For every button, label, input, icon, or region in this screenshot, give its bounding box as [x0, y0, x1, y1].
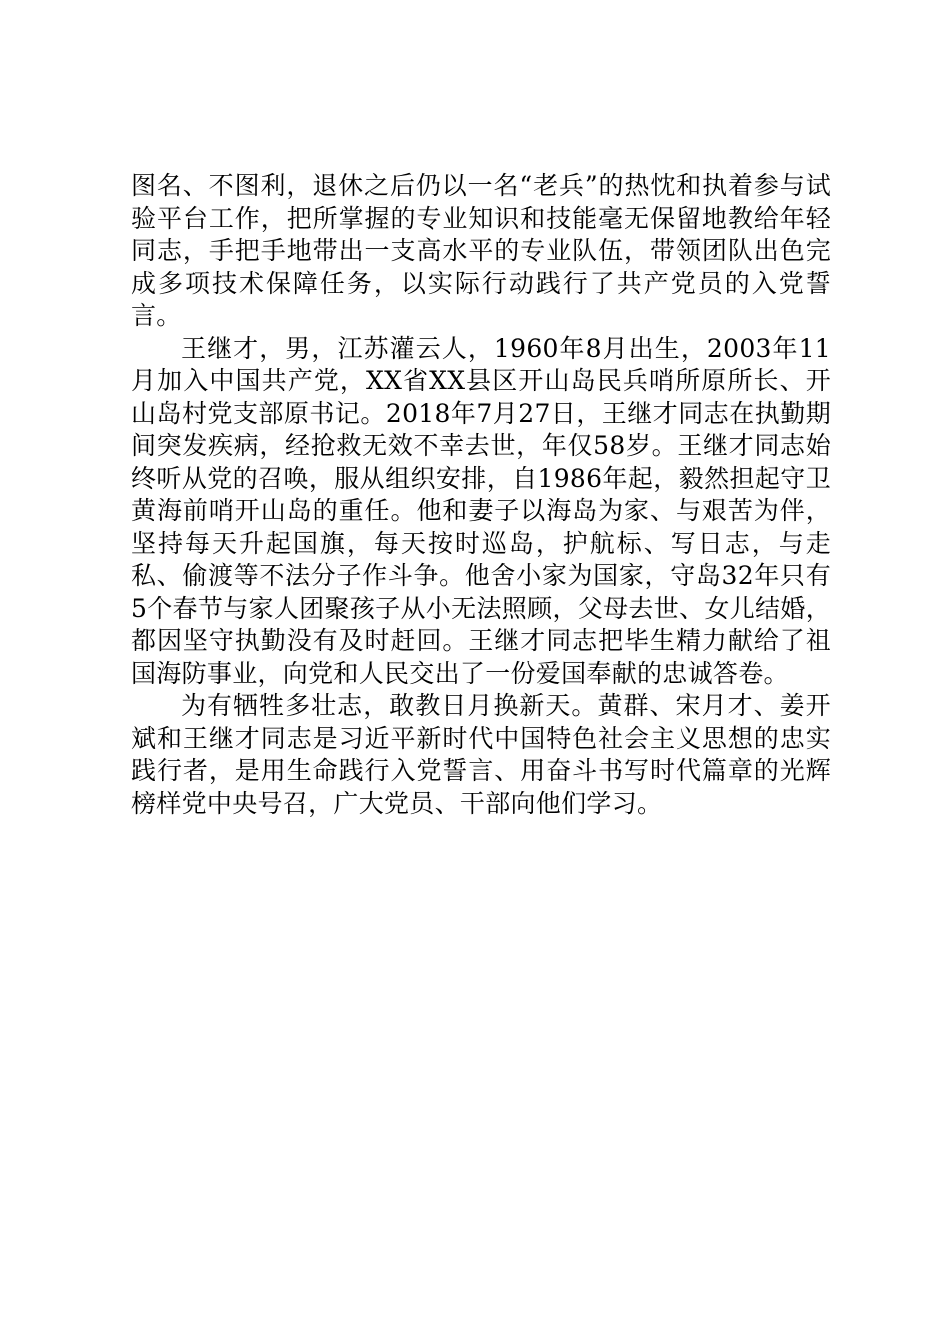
paragraph-conclusion: 为有牺牲多壮志，敢教日月换新天。黄群、宋月才、姜开斌和王继才同志是习近平新时代中国特色社会主义思想的忠实践行者，是用生命践行入党誓言、用奋斗书写时代篇章的光辉榜样党中央号召，广大党员、干部向他们学习。 — [131, 691, 831, 818]
paragraph-continued: 图名、不图利，退休之后仍以一名“老兵”的热忱和执着参与试验平台工作，把所掌握的专业知识和技能毫无保留地教给年轻同志，手把手地带出一支高水平的专业队伍，带领团队出色完成多项技术保障任务，以实际行动践行了共产党员的入党誓言。 — [131, 171, 831, 330]
document-body — [131, 170, 831, 820]
paragraph-wang-jicai: 王继才，男，江苏灌云人，1960年8月出生，2003年11月加入中国共产党，XX省XX县区开山岛民兵哨所原所长、开山岛村党支部原书记。2018年7月27日，王继才同志在执勤期间突发疾病，经抢救无效不幸去世，年仅58岁。王继才同志始终听从党的召唤，服从组织安排，自1986年起，毅然担起守卫黄海前哨开山岛的重任。他和妻子以海岛为家、与艰苦为伴，坚持每天升起国旗，每天按时巡岛，护航标、写日志，与走私、偷渡等不法分子作斗争。他舍小家为国家，守岛32年只有5个春节与家人团聚孩子从小无法照顾，父母去世、女儿结婚，都因坚守执勤没有及时赶回。王继才同志把毕生精力献给了祖国海防事业，向党和人民交出了一份爱国奉献的忠诚答卷。 — [131, 333, 831, 688]
